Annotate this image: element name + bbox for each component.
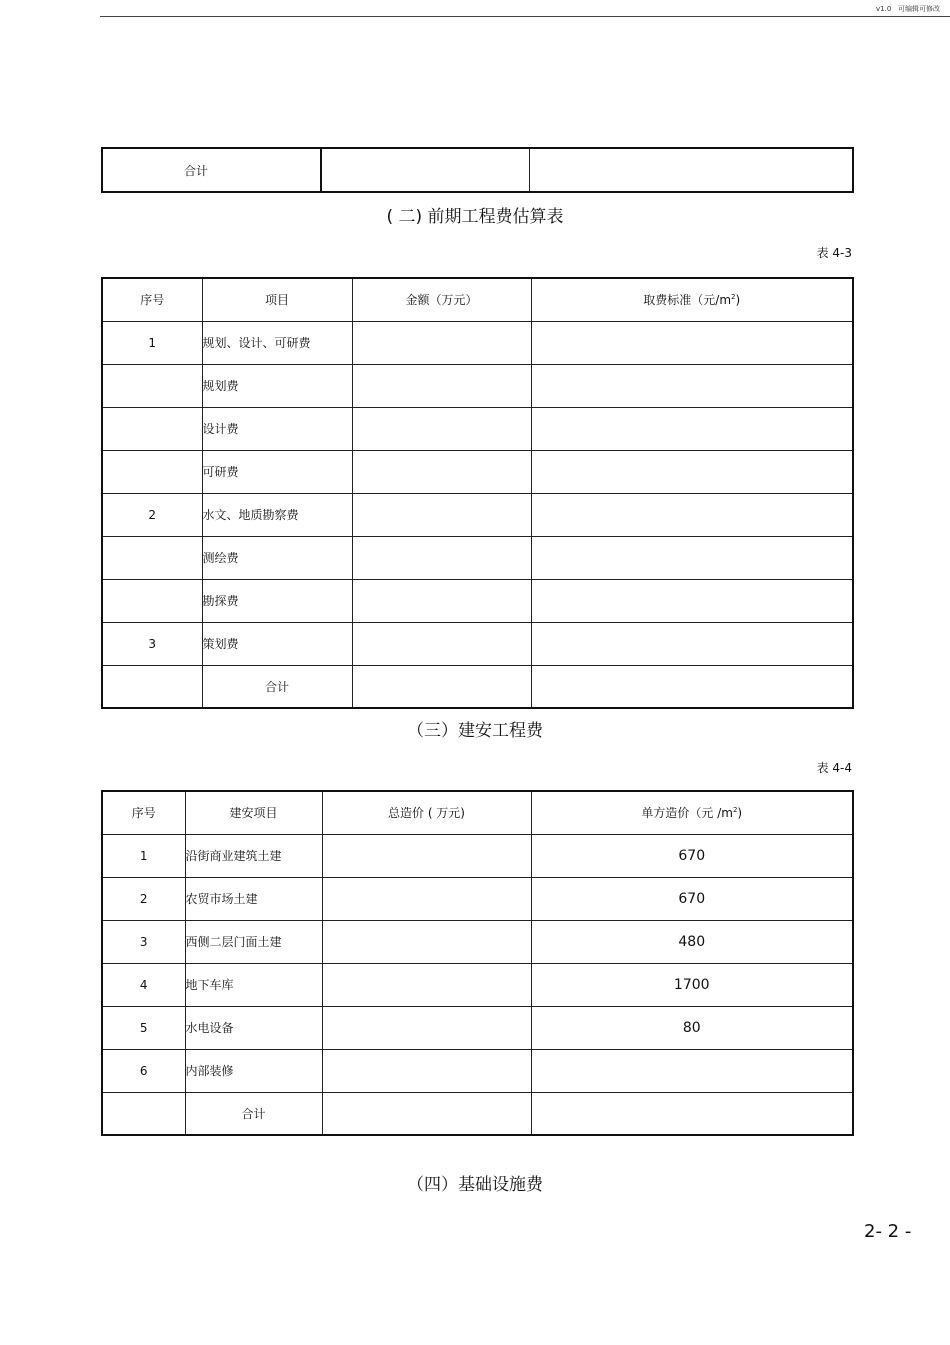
row-unit-price: 670 [531, 834, 853, 877]
table-row [102, 1049, 853, 1092]
table-total-row [102, 1092, 853, 1135]
row-item: 水文、地质勘察费 [202, 493, 352, 536]
superscript: 2 [732, 806, 738, 815]
row-number [102, 579, 202, 622]
row-amount [352, 321, 531, 364]
column-header: 金额（万元） [352, 278, 531, 321]
row-item: 勘探费 [202, 579, 352, 622]
top-fragment-cell [529, 148, 853, 192]
row-standard [531, 579, 853, 622]
column-header-text: 取费标准（元/m [643, 293, 732, 308]
row-item: 可研费 [202, 450, 352, 493]
superscript: 2 [731, 293, 736, 302]
table-total-row [102, 665, 853, 708]
column-header-suffix: ) [737, 806, 743, 821]
header-note [876, 4, 940, 14]
table-row [102, 920, 853, 963]
table-row [102, 834, 853, 877]
table-row [102, 877, 853, 920]
header-version: v1.0 [876, 5, 892, 13]
total-amount [322, 1092, 531, 1135]
row-number [102, 364, 202, 407]
row-amount [352, 493, 531, 536]
column-header-text: 单方造价（元 /m [641, 806, 733, 821]
row-amount [352, 450, 531, 493]
row-total [322, 1049, 531, 1092]
table-row [102, 493, 853, 536]
row-standard [531, 493, 853, 536]
section3-table-label: 表 4-4 [816, 761, 852, 775]
column-header: 建安项目 [185, 791, 322, 834]
row-number: 3 [102, 920, 185, 963]
row-number [102, 407, 202, 450]
row-total [322, 920, 531, 963]
row-standard [531, 321, 853, 364]
section3-title: （三）建安工程费 [407, 721, 543, 741]
row-amount [352, 622, 531, 665]
row-total [322, 834, 531, 877]
total-empty [102, 665, 202, 708]
total-standard [531, 665, 853, 708]
row-number: 6 [102, 1049, 185, 1092]
row-total [322, 963, 531, 1006]
row-amount [352, 407, 531, 450]
header-editable-note: 可编辑可修改 [898, 5, 940, 13]
row-amount [352, 536, 531, 579]
row-number: 3 [102, 622, 202, 665]
table-row [102, 963, 853, 1006]
table-row [102, 450, 853, 493]
row-number: 4 [102, 963, 185, 1006]
top-fragment-total-label: 合计 [184, 148, 321, 192]
table-row [102, 364, 853, 407]
row-unit-price: 80 [531, 1006, 853, 1049]
top-fragment-empty [102, 148, 184, 192]
row-unit-price [531, 1049, 853, 1092]
row-item: 规划费 [202, 364, 352, 407]
row-item: 策划费 [202, 622, 352, 665]
row-item: 西侧二层门面土建 [185, 920, 322, 963]
header-rule [100, 16, 950, 17]
table-row [102, 536, 853, 579]
row-number: 2 [102, 493, 202, 536]
row-total [322, 1006, 531, 1049]
row-number: 2 [102, 877, 185, 920]
row-number: 5 [102, 1006, 185, 1049]
row-unit-price: 670 [531, 877, 853, 920]
section4-title: （四）基础设施费 [407, 1175, 543, 1195]
table-row [102, 321, 853, 364]
row-standard [531, 450, 853, 493]
row-item: 地下车库 [185, 963, 322, 1006]
section2-title: ( 二) 前期工程费估算表 [386, 207, 564, 227]
table-row [102, 407, 853, 450]
row-standard [531, 536, 853, 579]
top-fragment-cell [321, 148, 529, 192]
row-item: 测绘费 [202, 536, 352, 579]
column-header [531, 791, 853, 834]
table-header-row [102, 791, 853, 834]
row-item: 水电设备 [185, 1006, 322, 1049]
table-row [102, 622, 853, 665]
row-standard [531, 407, 853, 450]
total-label: 合计 [185, 1092, 322, 1135]
column-header: 总造价 ( 万元) [322, 791, 531, 834]
row-amount [352, 364, 531, 407]
total-empty [102, 1092, 185, 1135]
row-item: 农贸市场土建 [185, 877, 322, 920]
page-number: 2- 2 - [864, 1221, 912, 1242]
column-header [531, 278, 853, 321]
row-item: 内部装修 [185, 1049, 322, 1092]
row-item: 设计费 [202, 407, 352, 450]
column-header-suffix: ) [735, 293, 741, 308]
row-number [102, 536, 202, 579]
table-row [102, 1006, 853, 1049]
section2-table [101, 277, 854, 709]
row-unit-price: 480 [531, 920, 853, 963]
total-label: 合计 [202, 665, 352, 708]
top-fragment-table [101, 147, 854, 193]
row-number [102, 450, 202, 493]
table-row [102, 579, 853, 622]
table-header-row [102, 278, 853, 321]
row-item: 规划、设计、可研费 [202, 321, 352, 364]
column-header: 序号 [102, 791, 185, 834]
row-item: 沿街商业建筑土建 [185, 834, 322, 877]
row-total [322, 877, 531, 920]
column-header: 序号 [102, 278, 202, 321]
section2-table-label: 表 4-3 [816, 246, 852, 260]
total-unit-price [531, 1092, 853, 1135]
section3-table [101, 790, 854, 1136]
row-amount [352, 579, 531, 622]
row-standard [531, 622, 853, 665]
row-number: 1 [102, 321, 202, 364]
row-standard [531, 364, 853, 407]
total-amount [352, 665, 531, 708]
row-number: 1 [102, 834, 185, 877]
row-unit-price: 1700 [531, 963, 853, 1006]
column-header: 项目 [202, 278, 352, 321]
